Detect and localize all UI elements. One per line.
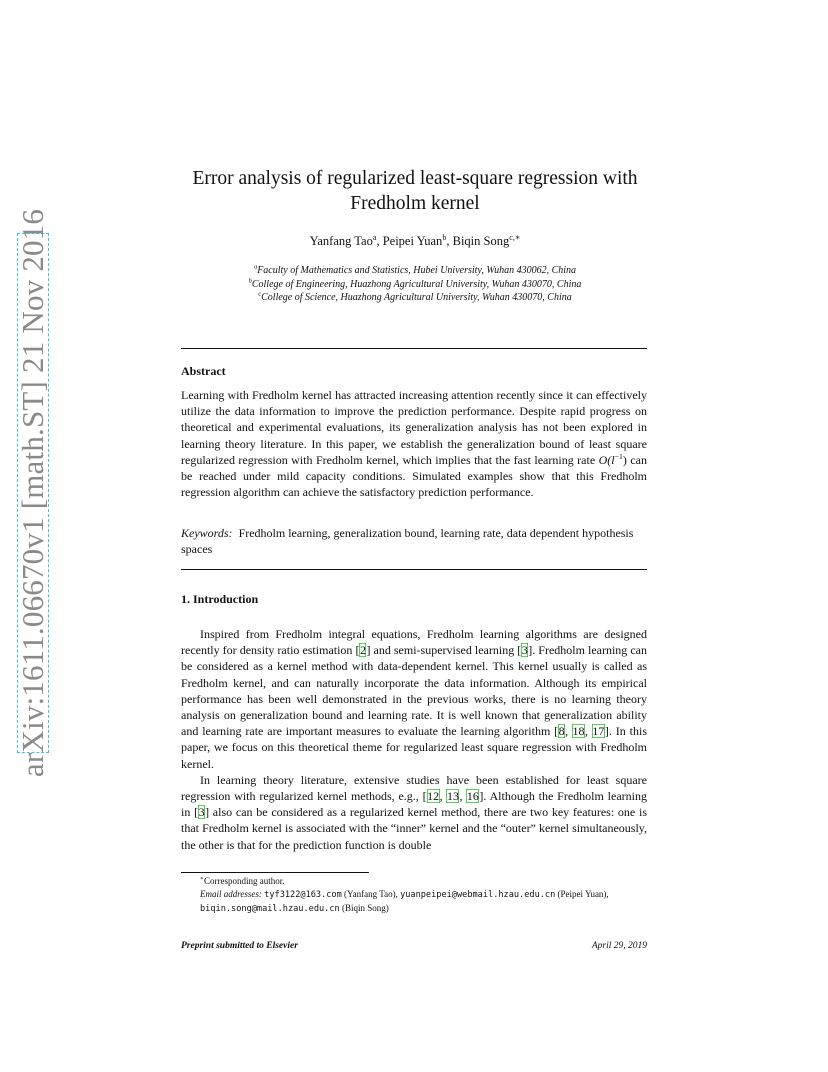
citation-link[interactable]: 16 <box>466 789 479 804</box>
footnote: ∗Corresponding author. Email addresses: tyf3122@163.com (Yanfang Tao), yuanpeipei@webmail.hzau.edu.cn (Peipei Yuan), biqin.song@mail.hzau.edu.cn (Biqin Song) <box>200 876 609 914</box>
paragraph: In learning theory literature, extensive studies have been established for least square regression with regularized kernel methods, e.g., [12, 13, 16]. Although the Fredholm learning in [3] also can be considered as a regularized kernel method, there are two key features: one is that Fredholm kernel is associated with the “inner” kernel and the “outer” kernel simultaneously, the other is that for the prediction function is double <box>181 772 648 852</box>
rate-formula: O(l <box>598 452 615 467</box>
abstract-text: Learning with Fredholm kernel has attracted increasing attention recently since it can effectively utilize the data information to improve the prediction performance. Despite rapid progress on theoretical and experimental evaluations, its generalization analysis has not been explored in learning theory literature. In this paper, we establish the generalization bound of least square regularized regression with Fredholm kernel, which implies that the fast learning rate $O(l^{-1})$ can be reached under mild capacity conditions. Simulated examples show that this Fredholm regression algorithm can achieve the satisfactory prediction performance. <box>181 388 648 500</box>
citation-link[interactable]: 13 <box>446 789 459 804</box>
affiliation: $^b$College of Engineering, Huazhong Agricultural University, Wuhan 430070, China <box>248 277 582 290</box>
keywords <box>181 525 647 557</box>
keywords-label: Keywords: <box>181 526 233 540</box>
email-link[interactable]: tyf3122@163.com <box>264 890 342 900</box>
paragraph: Inspired from Fredholm integral equations, Fredholm learning algorithms are designed recently for density ratio estimation [2] and semi-supervised learning [3]. Fredholm learning can be considered as a kernel method with data-dependent kernel. This kernel usually is called as Fredholm kernel, and can naturally incorporate the data information. Although its empirical performance has been well demonstrated in the previous works, there is no learning theory analysis on generalization bound and learning rate. It is well known that generalization ability and learning rate are important measures to evaluate the learning algorithm [8, 18, 17]. In this paper, we focus on this theoretical theme for regularized least square regression with Fredholm kernel. <box>181 627 647 771</box>
abstract-top-rule <box>181 348 647 349</box>
citation-link[interactable]: 18 <box>572 724 585 739</box>
author-name: Yanfang Tao <box>309 234 373 248</box>
author-affil-mark: c,∗ <box>509 232 521 242</box>
arxiv-stamp[interactable] <box>15 208 50 778</box>
corresponding-author-note: Corresponding author. <box>203 876 285 886</box>
keywords-text: Fredholm learning, generalization bound, learning rate, data dependent hypothesis spaces <box>181 526 634 557</box>
abstract-bottom-rule <box>181 569 647 570</box>
author-affil-mark: b <box>442 232 447 242</box>
citation-link[interactable]: 12 <box>427 789 440 804</box>
arxiv-identifier: arXiv:1611.06670v1 [math.ST] 21 Nov 2016 <box>15 208 50 778</box>
section-heading-introduction: 1. Introduction <box>181 592 259 606</box>
title-line-1: Error analysis of regularized least-square regression with <box>192 168 638 189</box>
email-link[interactable]: biqin.song@mail.hzau.edu.cn <box>200 904 340 914</box>
preprint-notice: Preprint submitted to Elsevier <box>181 941 298 951</box>
affiliation: $^c$College of Science, Huazhong Agricultural University, Wuhan 430070, China <box>258 290 572 303</box>
title-line-2: Fredholm kernel <box>350 193 480 214</box>
footnote-rule <box>181 872 369 873</box>
author-name: Peipei Yuan <box>382 234 443 248</box>
affiliation-list <box>150 264 680 305</box>
preprint-date: April 29, 2019 <box>591 941 647 951</box>
citation-link[interactable]: 2 <box>359 643 366 658</box>
author-name: Biqin Song <box>452 234 510 248</box>
abstract-heading: Abstract <box>181 364 226 378</box>
citation-link[interactable]: 3 <box>521 643 528 658</box>
citation-link[interactable]: 17 <box>592 724 605 739</box>
email-link[interactable]: yuanpeipei@webmail.hzau.edu.cn <box>400 890 556 900</box>
affiliation: $^a$Faculty of Mathematics and Statistics, Hubei University, Wuhan 430062, China <box>253 263 577 276</box>
author-affil-mark: a <box>372 232 377 242</box>
citation-link[interactable]: 3 <box>198 805 205 820</box>
paper-title <box>150 166 680 216</box>
introduction-body <box>181 626 647 853</box>
author-list: Yanfang Tao$^a$, Peipei Yuan$^b$, Biqin Song$^{c,∗}$ <box>309 232 521 248</box>
citation-link[interactable]: 8 <box>558 724 565 739</box>
